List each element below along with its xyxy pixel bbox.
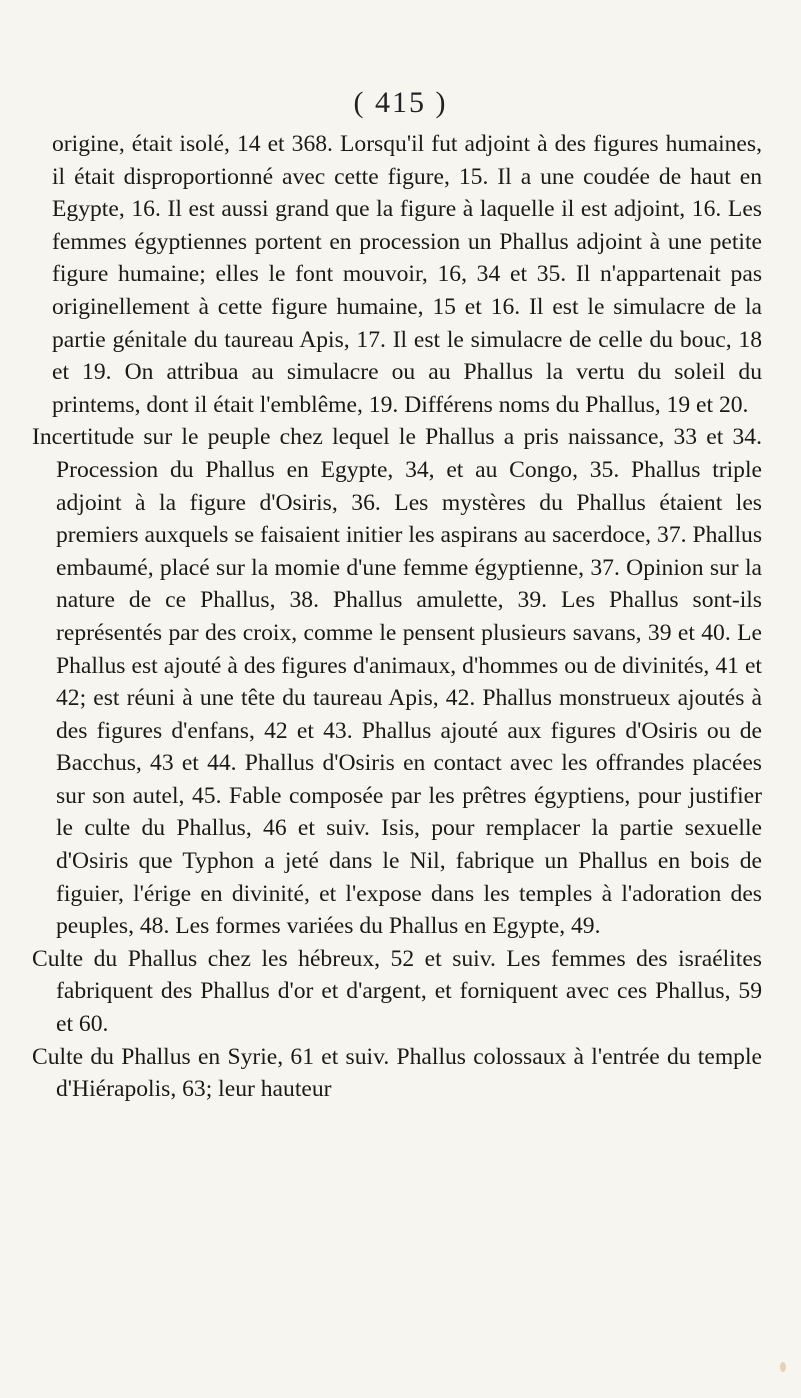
index-entry: Incertitude sur le peuple chez lequel le Phallus a pris naissance, 33 et 34. Procession du Phallus en Egypte, 34, et au Congo, 35. Phallus triple adjoint à la figure d'Osiris, 36. Les mystères du Phallus étaient les premiers auxquels se faisaient initier les aspirans au sacerdoce, 37. Phallus embaumé, placé sur la momie d'une femme égyptienne, 37. Opinion sur la nature de ce Phallus, 38. Phallus amulette, 39. Les Phallus sont-ils représentés par des croix, comme le pensent plusieurs savans, 39 et 40. Le Phallus est ajouté à des figures d'animaux, d'hommes ou de divinités, 41 et 42; est réuni à une tête du taureau Apis, 42. Phallus monstrueux ajoutés à des figures d'enfans, 42 et 43. Phallus ajouté aux figures d'Osiris ou de Bacchus, 43 et 44. Phallus d'Osiris en contact avec les offrandes placées sur son autel, 45. Fable composée par les prêtres égyptiens, pour justifier le culte du Phallus, 46 et suiv. Isis, pour remplacer la partie sexuelle d'Osiris que Typhon a jeté dans le Nil, fabrique un Phallus en bois de figuier, l'érige en divinité, et l'expose dans les temples à l'adoration des peuples, 48. Les formes variées du Phallus en Egypte, 49. bbox=[32, 424, 762, 940]
index-entry: origine, était isolé, 14 et 368. Lorsqu'il fut adjoint à des figures humaines, il était disproportionné avec cette figure, 15. Il a une coudée de haut en Egypte, 16. Il est aussi grand que la figure à laquelle il est adjoint, 16. Les femmes égyptiennes portent en procession un Phallus adjoint à une petite figure humaine; elles le font mouvoir, 16, 34 et 35. Il n'appartenait pas originellement à cette figure humaine, 15 et 16. Il est le simulacre de la partie génitale du taureau Apis, 17. Il est le simulacre de celle du bouc, 18 et 19. On attribua au simulacre ou au Phallus la vertu du soleil du printems, dont il était l'emblême, 19. Différens noms du Phallus, 19 et 20. bbox=[52, 131, 762, 418]
index-entry: Culte du Phallus en Syrie, 61 et suiv. Phallus colossaux à l'entrée du temple d'Hiérapolis, 63; leur hauteur bbox=[32, 1043, 762, 1103]
page-number: ( 415 ) bbox=[353, 86, 448, 119]
paper-stain bbox=[780, 1362, 786, 1372]
index-entry: Culte du Phallus chez les hébreux, 52 et suiv. Les femmes des israélites fabriquent des Phallus d'or et d'argent, et forniquent avec ces Phallus, 59 et 60. bbox=[32, 945, 762, 1038]
index-text-block bbox=[32, 128, 762, 1106]
